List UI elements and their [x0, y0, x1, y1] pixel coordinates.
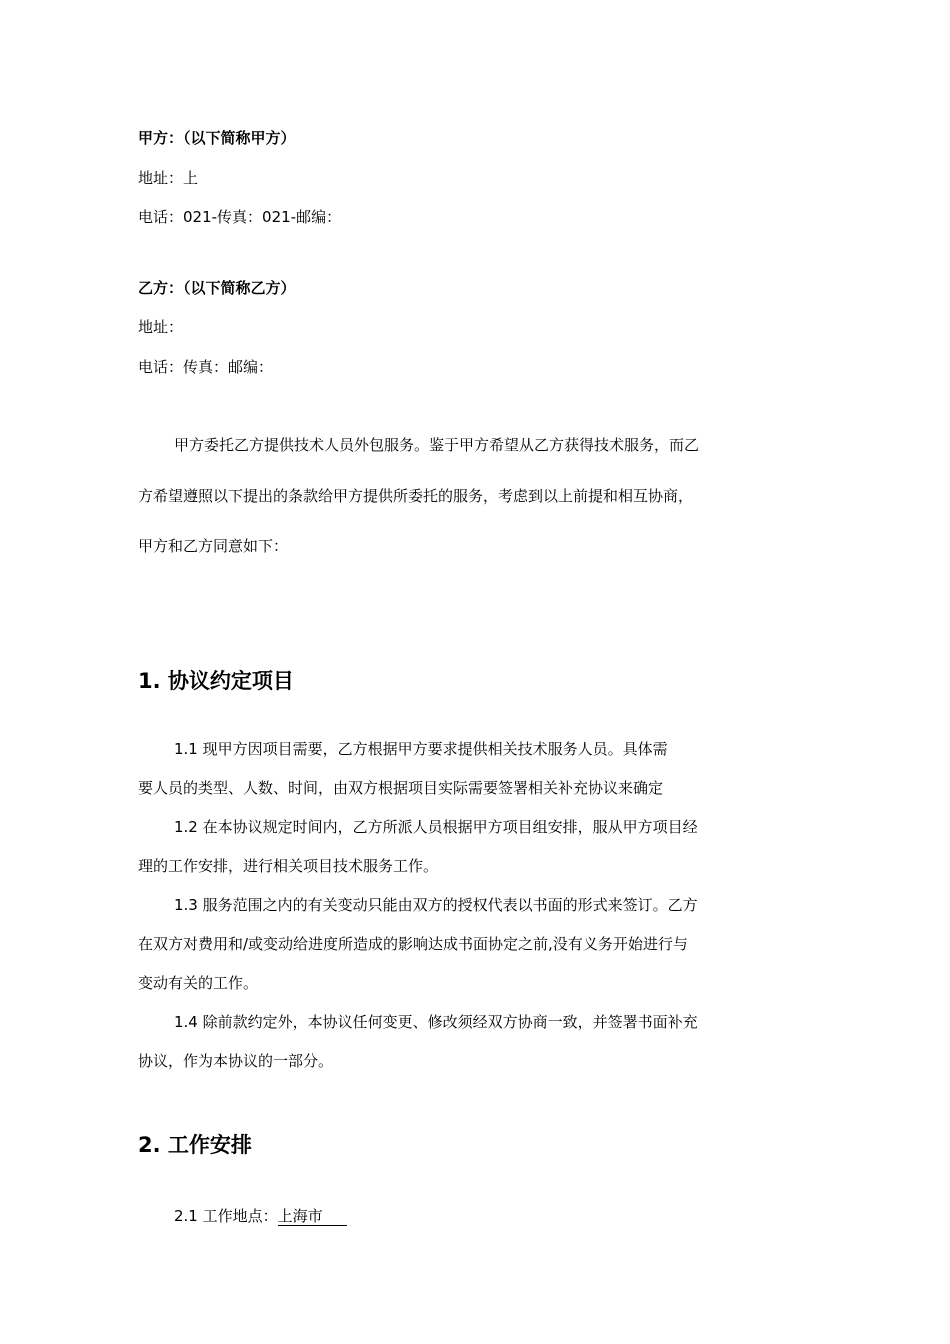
clause-1-3-line-3: 变动有关的工作。: [138, 974, 259, 992]
section-2-heading: 2. 工作安排: [138, 1133, 252, 1157]
intro-line-3: 甲方和乙方同意如下：: [138, 537, 289, 555]
intro-line-2: 方希望遵照以下提出的条款给甲方提供所委托的服务，考虑到以上前提和相互协商，: [138, 487, 694, 505]
clause-1-1-line-1: 1.1 现甲方因项目需要，乙方根据甲方要求提供相关技术服务人员。具体需: [174, 740, 668, 758]
work-location-value: 上海市: [278, 1207, 347, 1226]
party-b-address: 地址：: [138, 318, 184, 336]
clause-1-3-line-1: 1.3 服务范围之内的有关变动只能由双方的授权代表以书面的形式来签订。乙方: [174, 896, 698, 914]
clause-1-4-line-2: 协议，作为本协议的一部分。: [138, 1052, 334, 1070]
party-a-contact: 电话：021-传真：021-邮编：: [138, 208, 342, 226]
clause-2-1: [174, 1206, 347, 1226]
party-b-title: 乙方：（以下简称乙方）: [138, 279, 296, 297]
clause-1-3-line-2: 在双方对费用和/或变动给进度所造成的影响达成书面协定之前,没有义务开始进行与: [138, 935, 688, 953]
clause-1-1-line-2: 要人员的类型、人数、时间，由双方根据项目实际需要签署相关补充协议来确定: [138, 779, 664, 797]
party-b-contact: 电话：传真：邮编：: [138, 358, 274, 376]
intro-line-1: 甲方委托乙方提供技术人员外包服务。鉴于甲方希望从乙方获得技术服务，而乙: [174, 436, 700, 454]
clause-1-2-line-2: 理的工作安排，进行相关项目技术服务工作。: [138, 857, 439, 875]
clause-1-4-line-1: 1.4 除前款约定外，本协议任何变更、修改须经双方协商一致，并签署书面补充: [174, 1013, 698, 1031]
party-a-title: 甲方：（以下简称甲方）: [138, 129, 296, 147]
work-location-label: 2.1 工作地点：: [174, 1207, 278, 1225]
section-1-heading: 1. 协议约定项目: [138, 669, 294, 693]
clause-1-2-line-1: 1.2 在本协议规定时间内，乙方所派人员根据甲方项目组安排，服从甲方项目经: [174, 818, 698, 836]
party-a-address: 地址：上: [138, 169, 199, 187]
